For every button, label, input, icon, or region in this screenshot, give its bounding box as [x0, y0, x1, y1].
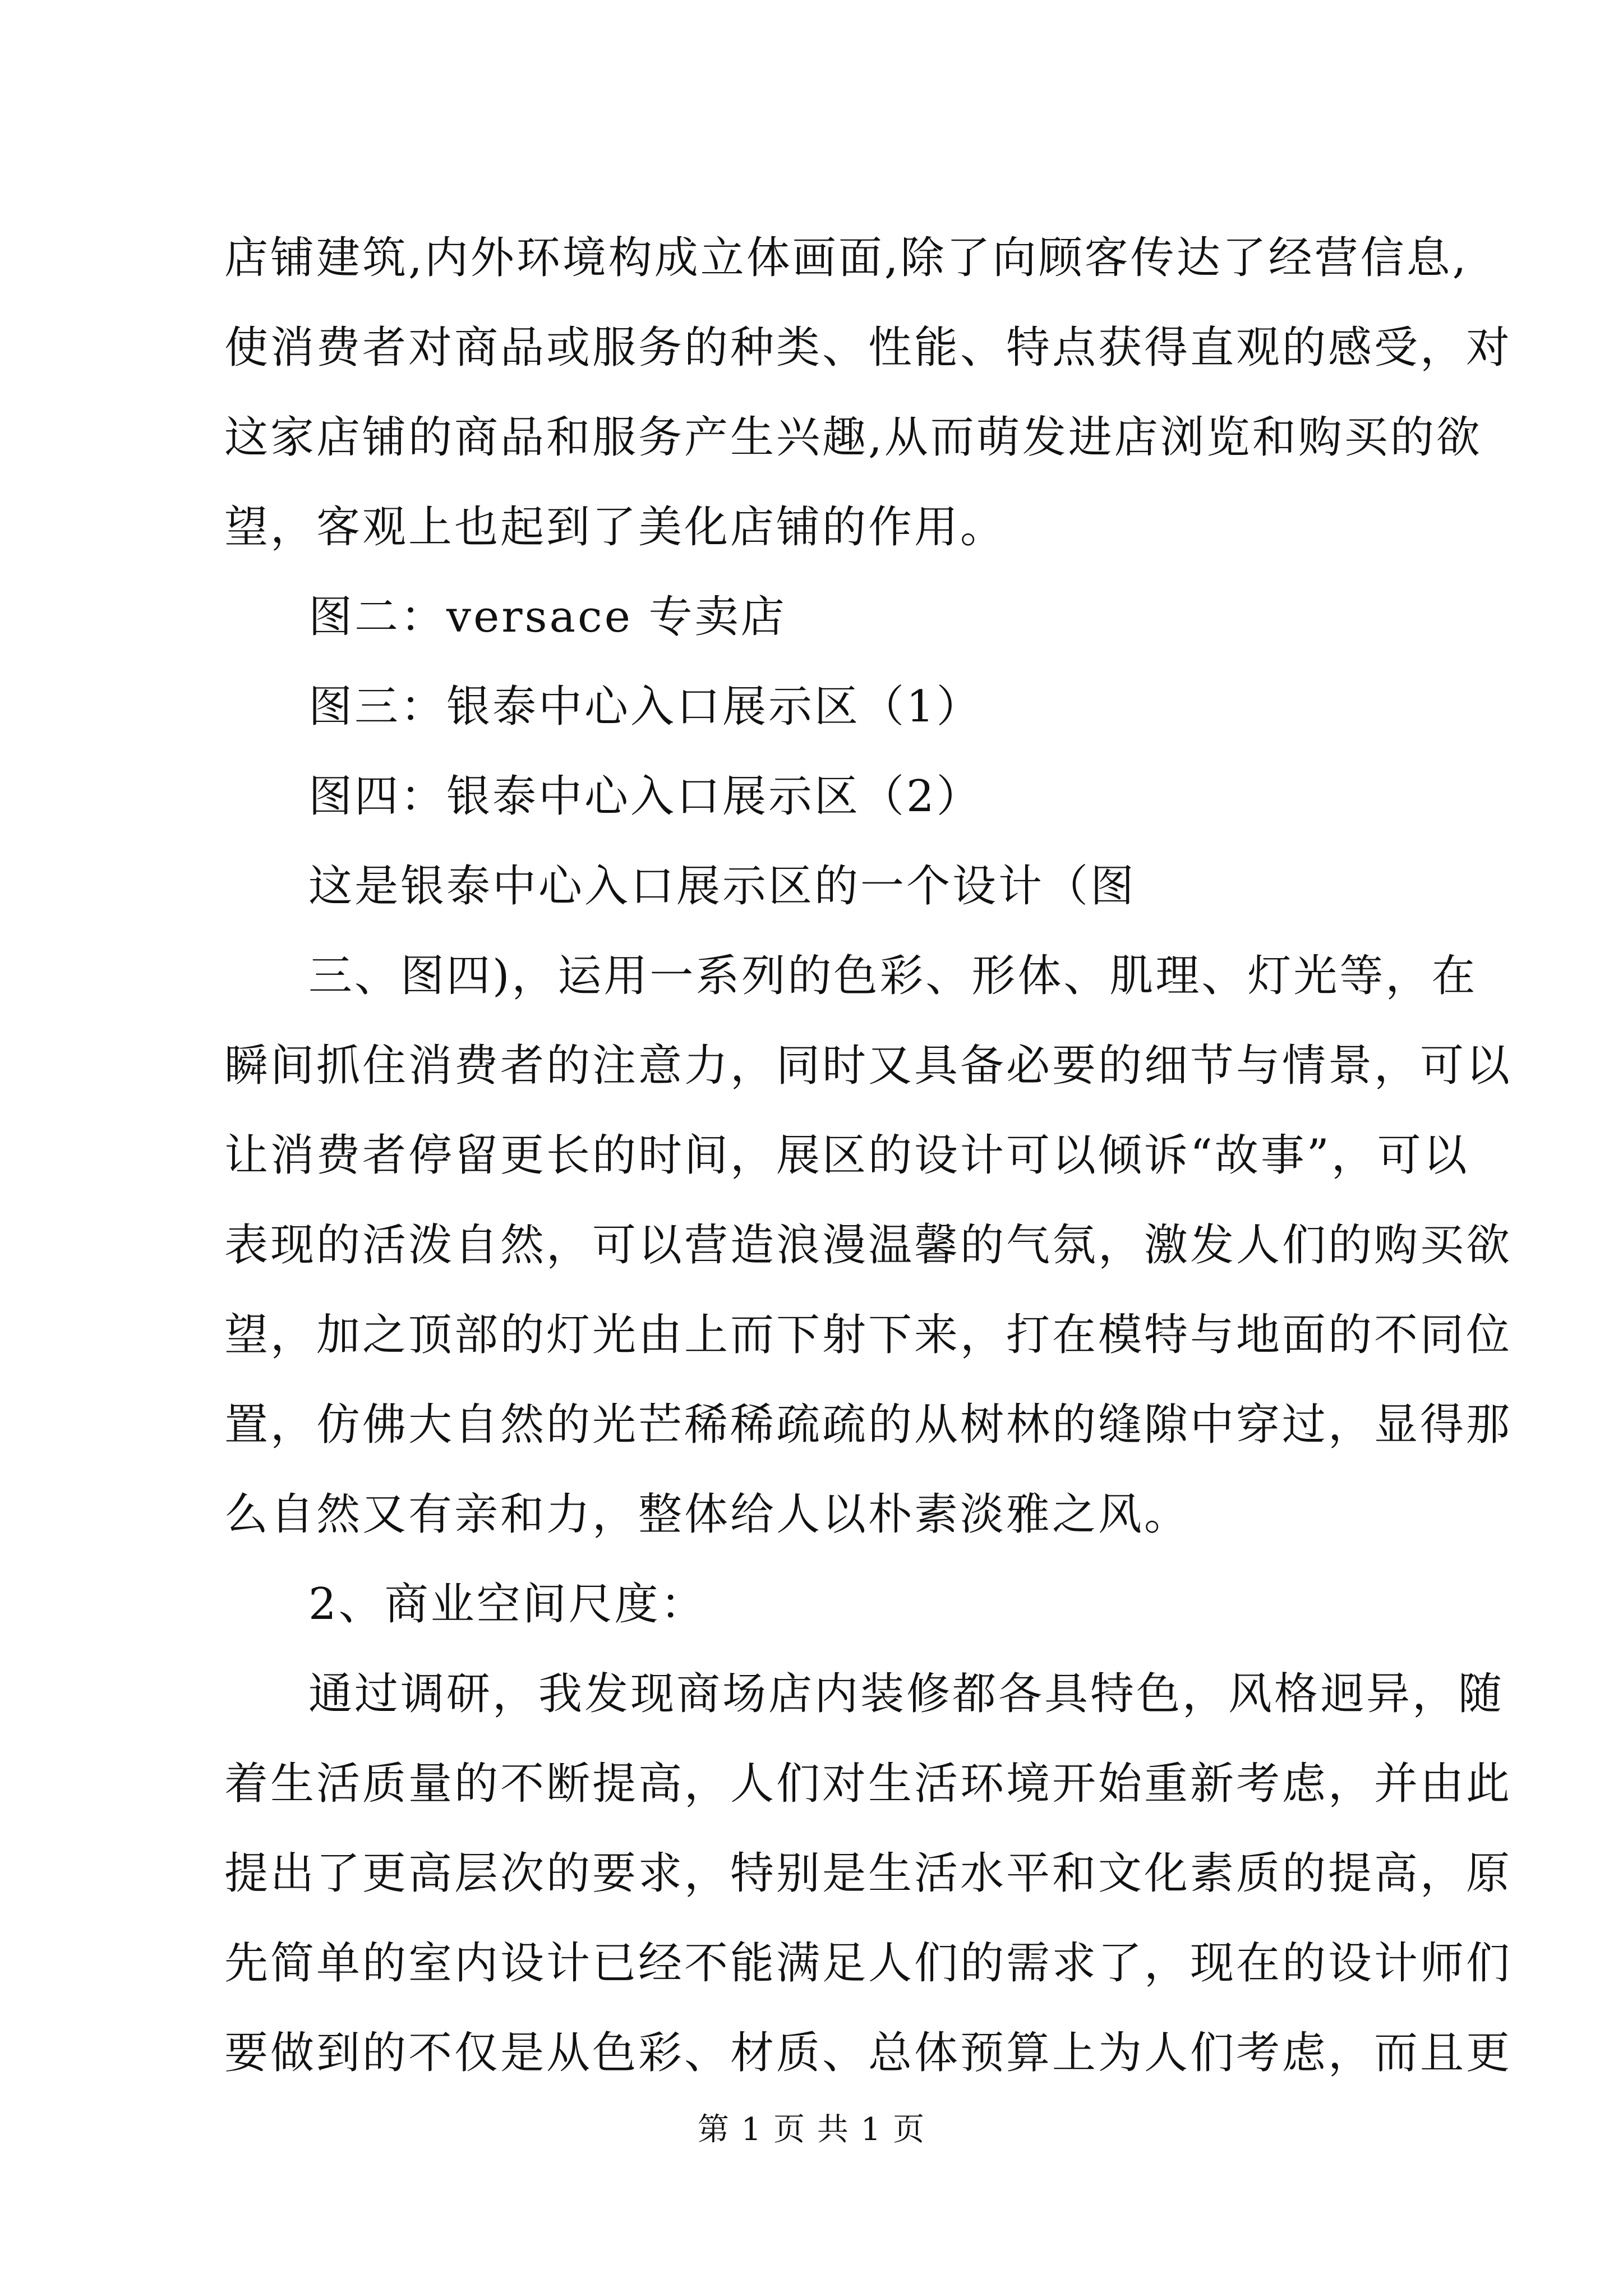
paragraph-line: 置，仿佛大自然的光芒稀稀疏疏的从树林的缝隙中穿过，显得那	[224, 1400, 1513, 1450]
paragraph-line: 着生活质量的不断提高，人们对生活环境开始重新考虑，并由此	[224, 1759, 1513, 1809]
paragraph-line: 提出了更高层次的要求，特别是生活水平和文化素质的提高，原	[224, 1848, 1513, 1899]
page-footer: 第 1 页 共 1 页	[697, 2111, 926, 2148]
paragraph-line: 店铺建筑,内外环境构成立体画面,除了向顾客传达了经营信息,	[224, 233, 1469, 283]
paragraph-line: 么自然又有亲和力，整体给人以朴素淡雅之风。	[224, 1489, 1191, 1540]
paragraph-line: 使消费者对商品或服务的种类、性能、特点获得直观的感受，对	[224, 323, 1513, 373]
paragraph-line: 图二：versace 专卖店	[308, 592, 787, 642]
paragraph-line: 这家店铺的商品和服务产生兴趣,从而萌发进店浏览和购买的欲	[224, 412, 1482, 463]
paragraph-line: 表现的活泼自然，可以营造浪漫温馨的气氛，激发人们的购买欲	[224, 1220, 1513, 1271]
paragraph-line: 让消费者停留更长的时间，展区的设计可以倾诉“故事”，可以	[224, 1130, 1469, 1181]
paragraph-line: 瞬间抓住消费者的注意力，同时又具备必要的细节与情景，可以	[224, 1041, 1513, 1091]
paragraph-line: 三、图四)，运用一系列的色彩、形体、肌理、灯光等，在	[308, 951, 1478, 1001]
paragraph-line: 通过调研，我发现商场店内装修都各具特色，风格迥异，随	[308, 1669, 1505, 1719]
paragraph-line: 图四：银泰中心入口展示区（2）	[308, 771, 983, 822]
paragraph-line: 2、商业空间尺度：	[308, 1579, 707, 1630]
paragraph-line: 望，加之顶部的灯光由上而下射下来，打在模特与地面的不同位	[224, 1310, 1513, 1360]
paragraph-line: 先简单的室内设计已经不能满足人们的需求了，现在的设计师们	[224, 1938, 1513, 1989]
paragraph-line: 图三：银泰中心入口展示区（1）	[308, 682, 983, 732]
paragraph-line: 望，客观上也起到了美化店铺的作用。	[224, 502, 1007, 553]
paragraph-line: 这是银泰中心入口展示区的一个设计（图	[308, 861, 1137, 912]
paragraph-line: 要做到的不仅是从色彩、材质、总体预算上为人们考虑，而且更	[224, 2028, 1513, 2078]
